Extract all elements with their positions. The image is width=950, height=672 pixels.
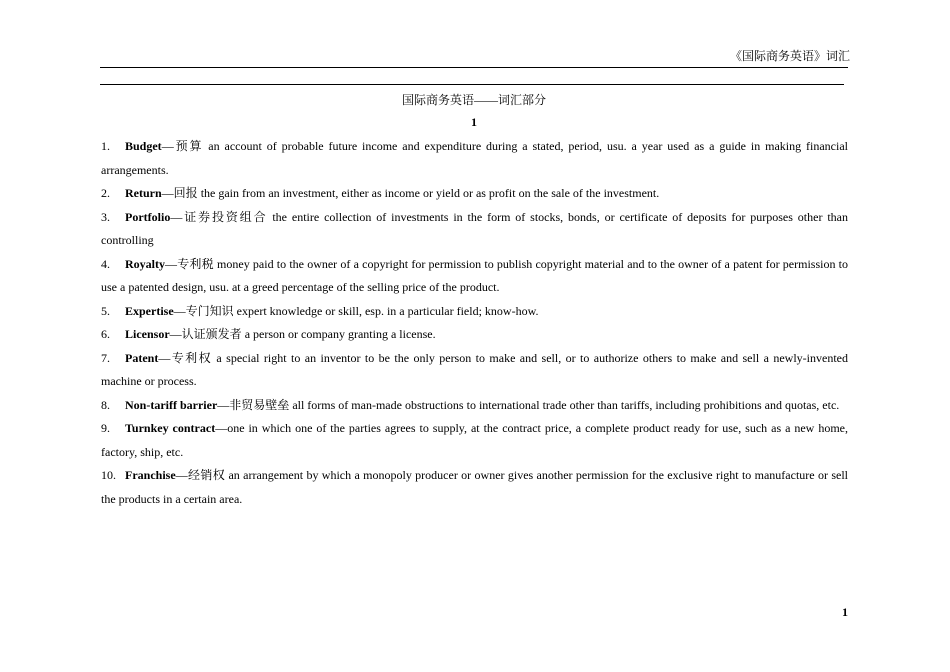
vocabulary-entry: [101, 135, 848, 182]
entry-number: 6.: [101, 327, 110, 341]
entry-definition: expert knowledge or skill, esp. in a particular field; know-how.: [233, 303, 539, 318]
page-number: 1: [842, 605, 848, 619]
section-number: 1: [471, 115, 477, 129]
entry-definition: an arrangement by which a monopoly producer or owner gives another permission for the exclusive right to manufacture or sell the products in a certain area.: [101, 468, 848, 506]
entry-definition: an account of probable future income and expenditure during a stated, period, usu. a year used as a guide in making financial arrangements.: [101, 139, 848, 177]
entry-term: Expertise: [125, 303, 174, 318]
vocabulary-entry: [101, 206, 848, 253]
entry-term: Turnkey contract: [125, 421, 216, 435]
entry-number: 9.: [101, 421, 110, 435]
vocabulary-entry: [101, 464, 848, 511]
entry-number: 1.: [101, 139, 110, 153]
entry-definition: a person or company granting a license.: [241, 327, 436, 341]
entry-number: 10.: [101, 468, 116, 482]
entry-definition: a special right to an inventor to be the only person to make and sell, or to authorize others to make and sell a newly-invented machine or process.: [101, 350, 848, 388]
vocabulary-entry: [101, 253, 848, 300]
entry-term: Return: [125, 186, 162, 200]
entry-term: Royalty: [125, 256, 165, 271]
vocabulary-list: [101, 135, 848, 511]
vocabulary-entry: [101, 182, 848, 206]
entry-definition: the entire collection of investments in the form of stocks, bonds, or certificate of deposits for purposes other than controlling: [101, 209, 848, 247]
entry-chinese: —预算: [161, 139, 204, 153]
entry-chinese: —非贸易壁垒: [217, 397, 290, 412]
header-rule-top: [100, 67, 848, 68]
entry-chinese: —认证颁发者: [169, 327, 242, 341]
entry-chinese: —专利税: [165, 256, 214, 271]
entry-term: Patent: [125, 350, 159, 365]
running-header: 《国际商务英语》词汇: [729, 49, 850, 63]
entry-chinese: —经销权: [175, 468, 226, 482]
entry-number: 4.: [101, 256, 110, 271]
header-rule-bottom: [100, 84, 844, 85]
entry-term: Portfolio: [125, 209, 171, 224]
entry-number: 3.: [101, 209, 110, 224]
vocabulary-entry: [101, 300, 848, 324]
entry-number: 8.: [101, 397, 110, 412]
entry-number: 2.: [101, 186, 110, 200]
entry-number: 7.: [101, 350, 110, 365]
vocabulary-entry: [101, 347, 848, 394]
entry-definition: the gain from an investment, either as income or yield or as profit on the sale of the investment.: [197, 186, 660, 200]
vocabulary-entry: [101, 323, 848, 347]
vocabulary-entry: [101, 394, 848, 418]
entry-chinese: —回报: [161, 186, 198, 200]
entry-term: Franchise: [125, 468, 176, 482]
entry-definition: money paid to the owner of a copyright for permission to publish copyright material and to the owner of a patent for permission to use a patented design, usu. at a greed percentage of the selling price of the product.: [101, 256, 848, 294]
entry-term: Budget: [125, 139, 162, 153]
entry-chinese: —证券投资组合: [170, 209, 268, 224]
entry-number: 5.: [101, 303, 110, 318]
entry-chinese: —专门知识: [173, 303, 234, 318]
entry-chinese: —专利权: [158, 350, 213, 365]
entry-chinese: —one in which one of the parties agrees to supply, at the contract price, a complete product ready for use, such as a new home, factory, ship, etc.: [101, 421, 848, 459]
vocabulary-entry: [101, 417, 848, 464]
entry-definition: all forms of man-made obstructions to international trade other than tariffs, including prohibitions and quotas, etc.: [289, 397, 840, 412]
document-title: 国际商务英语——词汇部分: [401, 93, 546, 107]
entry-term: Licensor: [125, 327, 170, 341]
entry-term: Non-tariff barrier: [125, 397, 218, 412]
